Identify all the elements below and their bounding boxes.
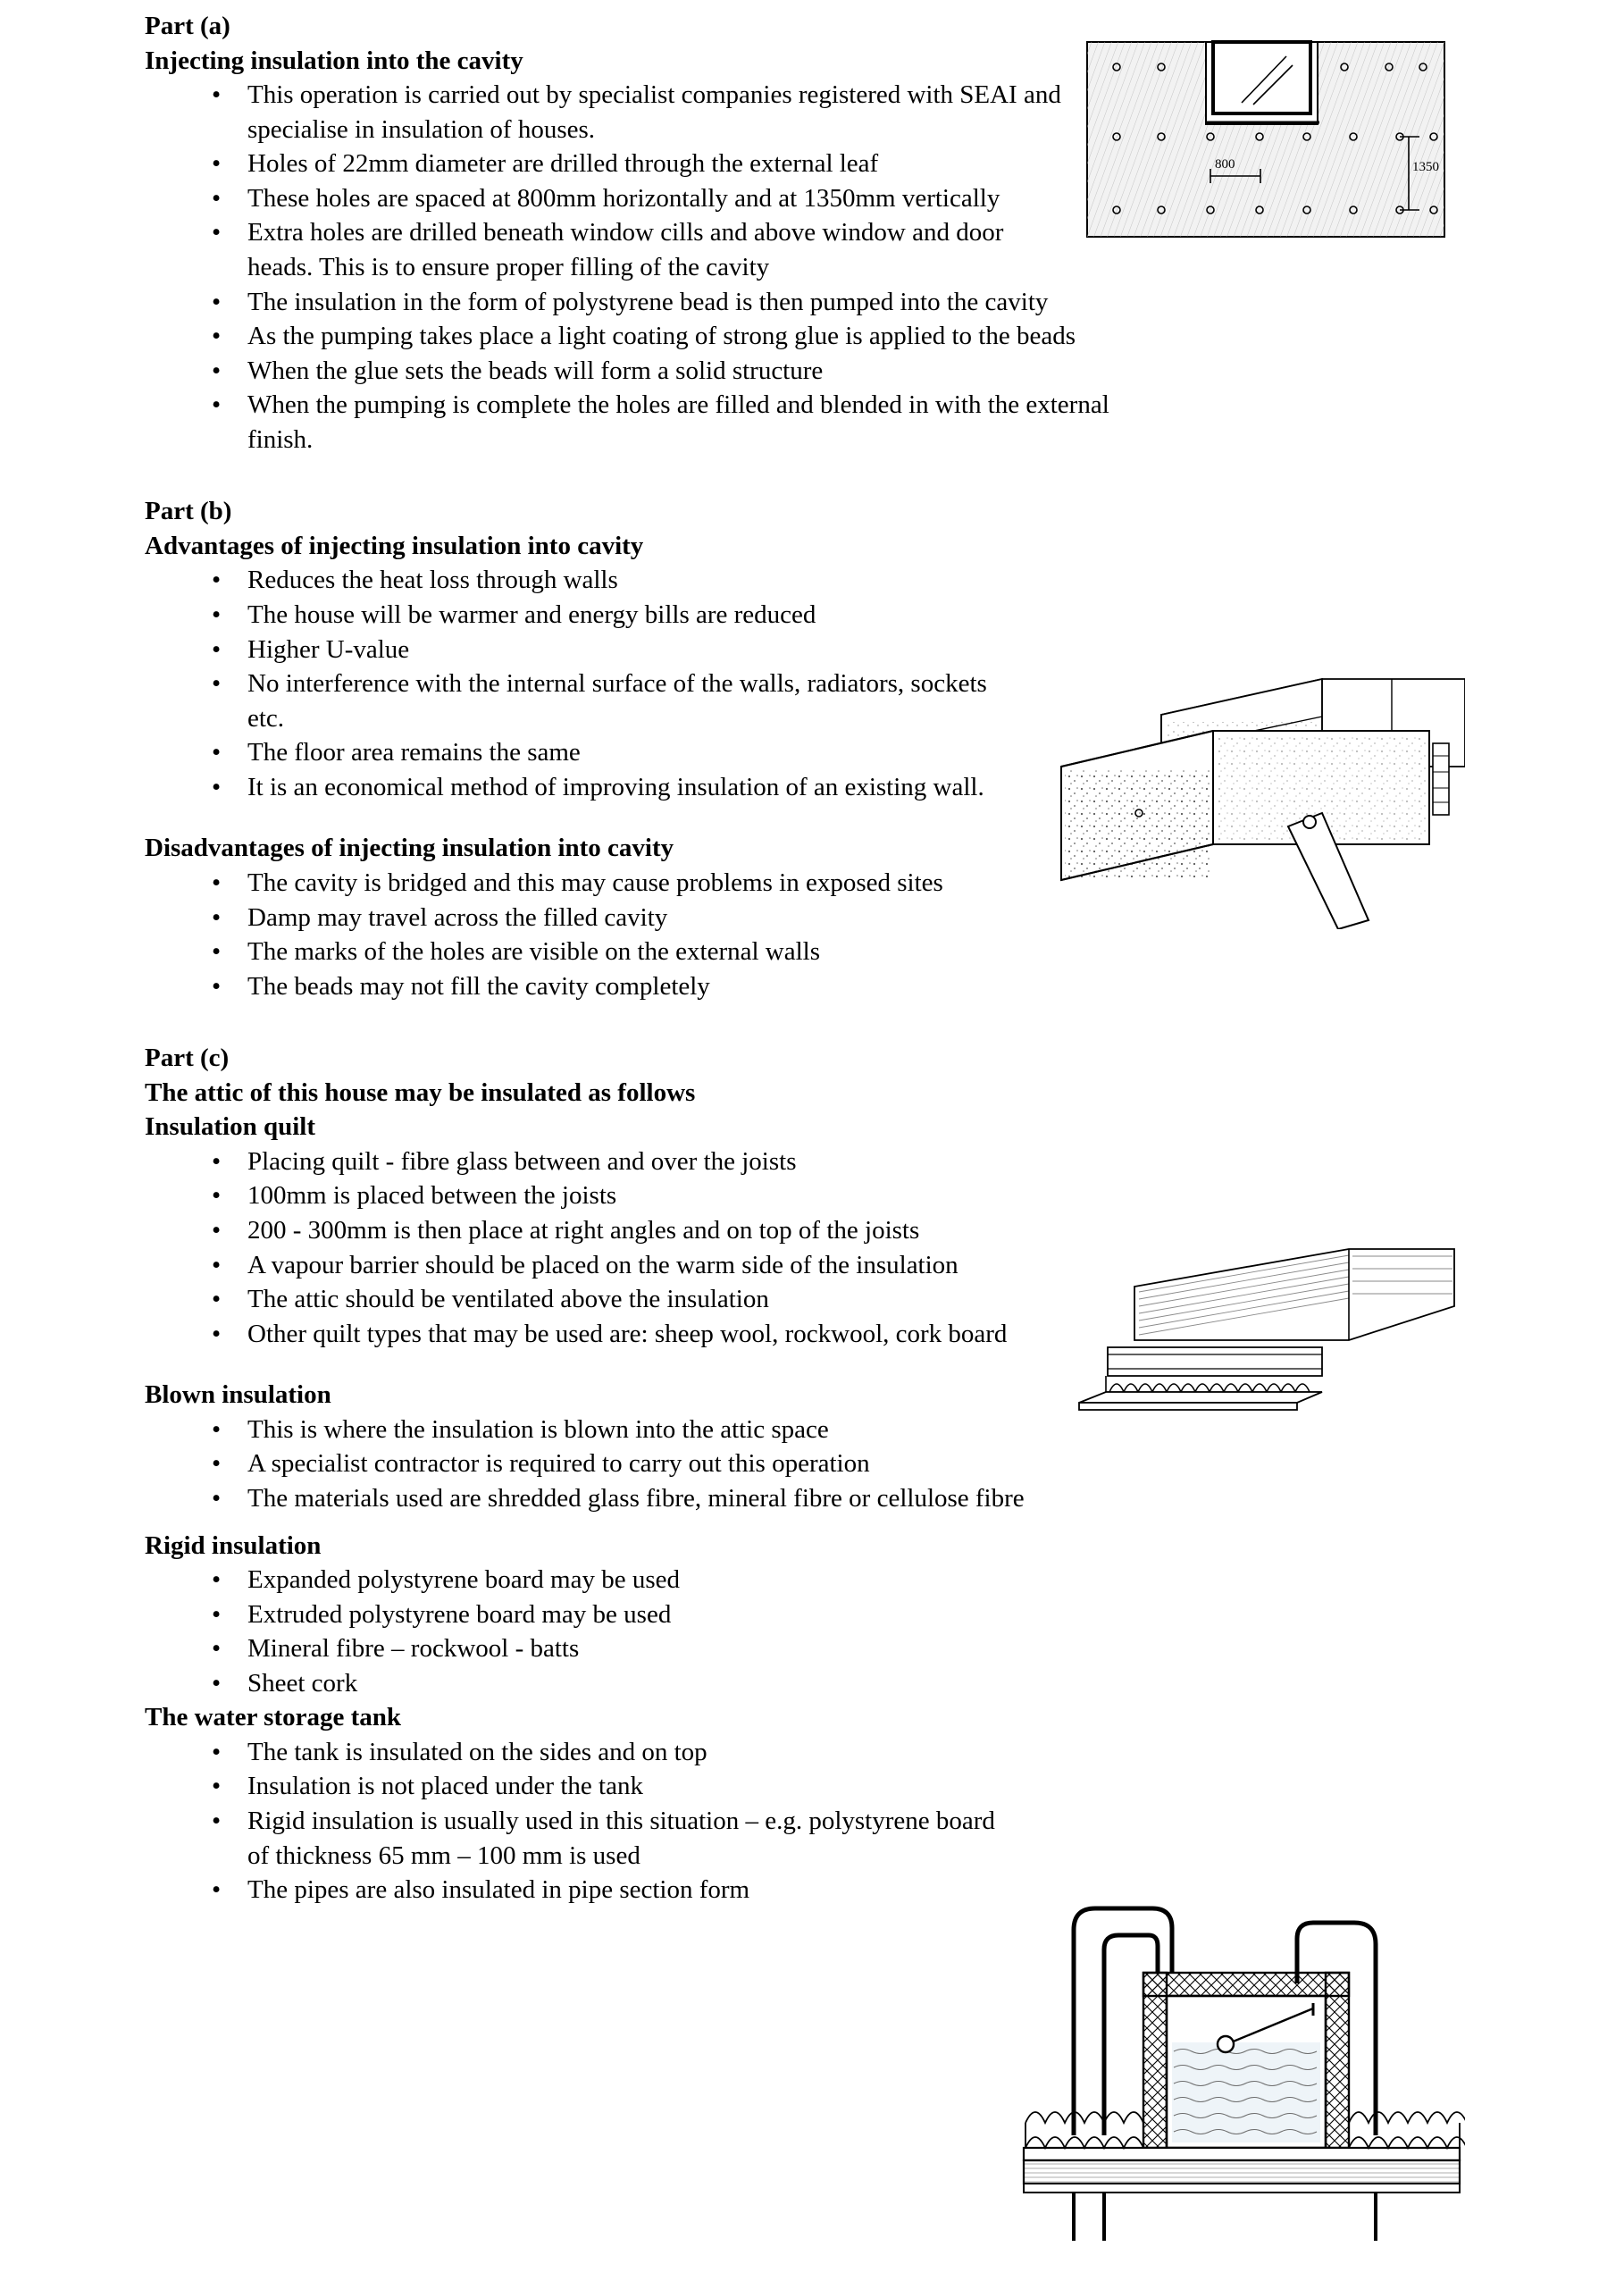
list-item: • These holes are spaced at 800mm horizontally and at 1350mm vertically: [145, 181, 1145, 216]
part-c-label: Part (c): [145, 1044, 230, 1073]
cavity-wall-elevation-diagram: [1085, 40, 1447, 272]
part-c-heading: The attic of this house may be insulated as follows: [145, 1077, 696, 1107]
list-item: • Higher U-value: [145, 633, 1038, 667]
list-item: • Reduces the heat loss through walls: [145, 563, 1038, 598]
insulated-water-storage-tank-diagram: [1018, 1867, 1465, 2251]
list-item: • The attic should be ventilated above the insulation: [145, 1282, 1038, 1317]
document-body: [145, 9, 1485, 1908]
rigid-insulation-heading: Rigid insulation: [145, 1530, 322, 1560]
list-item: • The house will be warmer and energy bills are reduced: [145, 598, 1038, 633]
list-item: • When the pumping is complete the holes are filled and blended in with the external finish.: [145, 388, 1145, 457]
list-item: • As the pumping takes place a light coating of strong glue is applied to the beads: [145, 319, 1145, 354]
list-item: • A vapour barrier should be placed on the warm side of the insulation: [145, 1248, 1038, 1283]
list-item: • It is an economical method of improving insulation of an existing wall.: [145, 770, 1034, 805]
list-item: • Rigid insulation is usually used in this situation – e.g. polystyrene board of thickness 65 mm – 100 mm is used: [145, 1804, 1016, 1873]
attic-insulation-quilt-diagram: [1054, 1242, 1456, 1447]
list-item: • Placing quilt - fibre glass between and over the joists: [145, 1144, 1038, 1179]
list-item: • The floor area remains the same: [145, 735, 1038, 770]
list-item: • Sheet cork: [145, 1666, 1485, 1701]
list-item: • The insulation in the form of polystyrene bead is then pumped into the cavity: [145, 285, 1145, 320]
list-item: • The materials used are shredded glass fibre, mineral fibre or cellulose fibre: [145, 1481, 1485, 1516]
list-item: • 200 - 300mm is then place at right angles and on top of the joists: [145, 1213, 1007, 1248]
list-item: • The cavity is bridged and this may cause problems in exposed sites: [145, 866, 1485, 901]
list-item: • The beads may not fill the cavity completely: [145, 969, 1485, 1004]
rigid-insulation-list: [145, 1563, 1485, 1700]
list-item: • Extruded polystyrene board may be used: [145, 1597, 1485, 1632]
list-item: • No interference with the internal surface of the walls, radiators, sockets etc.: [145, 667, 989, 735]
part-a-bullet-list: [145, 78, 1145, 457]
dimension-horizontal-label: 800: [1215, 157, 1235, 172]
part-b-label: Part (b): [145, 497, 232, 526]
list-item: • Extra holes are drilled beneath window cills and above window and door heads. This is to ensure proper filling of the cavity: [145, 215, 1016, 284]
spacer: [145, 457, 1485, 494]
list-item: • Insulation is not placed under the tank: [145, 1769, 1038, 1804]
list-item: • 100mm is placed between the joists: [145, 1178, 1038, 1213]
list-item: • This is where the insulation is blown into the attic space: [145, 1413, 1485, 1447]
water-storage-tank-list: [145, 1735, 1038, 1908]
insulation-quilt-list: [145, 1144, 1038, 1351]
insulation-quilt-heading: Insulation quilt: [145, 1112, 316, 1142]
part-a-heading: Injecting insulation into the cavity: [145, 46, 523, 75]
blown-insulation-heading: Blown insulation: [145, 1380, 331, 1410]
list-item: • Damp may travel across the filled cavity: [145, 901, 1485, 935]
list-item: • The pipes are also insulated in pipe section form: [145, 1873, 1038, 1908]
part-a-label: Part (a): [145, 12, 230, 40]
list-item: • A specialist contractor is required to carry out this operation: [145, 1446, 1485, 1481]
list-item: • Holes of 22mm diameter are drilled through the external leaf: [145, 147, 1145, 181]
spacer: [145, 1003, 1485, 1041]
list-item: • When the glue sets the beads will form a solid structure: [145, 354, 1145, 389]
list-item: • Other quilt types that may be used are: sheep wool, rockwool, cork board: [145, 1317, 1038, 1352]
list-item: • The marks of the holes are visible on the external walls: [145, 935, 1485, 969]
dimension-vertical-label: 1350: [1412, 160, 1439, 174]
list-item: • The tank is insulated on the sides and on top: [145, 1735, 1038, 1770]
part-b-advantages-list: [145, 563, 1038, 804]
block-with-drill-diagram: [1054, 661, 1465, 929]
part-b-disadvantages-heading: Disadvantages of injecting insulation into cavity: [145, 834, 674, 863]
list-item: • Expanded polystyrene board may be used: [145, 1563, 1485, 1597]
water-storage-tank-heading: The water storage tank: [145, 1703, 402, 1732]
spacer: [145, 1516, 1485, 1529]
part-b-heading: Advantages of injecting insulation into cavity: [145, 531, 644, 560]
list-item: • This operation is carried out by specialist companies registered with SEAI and specialise in insulation of houses.: [145, 78, 1145, 147]
list-item: • Mineral fibre – rockwool - batts: [145, 1631, 1485, 1666]
